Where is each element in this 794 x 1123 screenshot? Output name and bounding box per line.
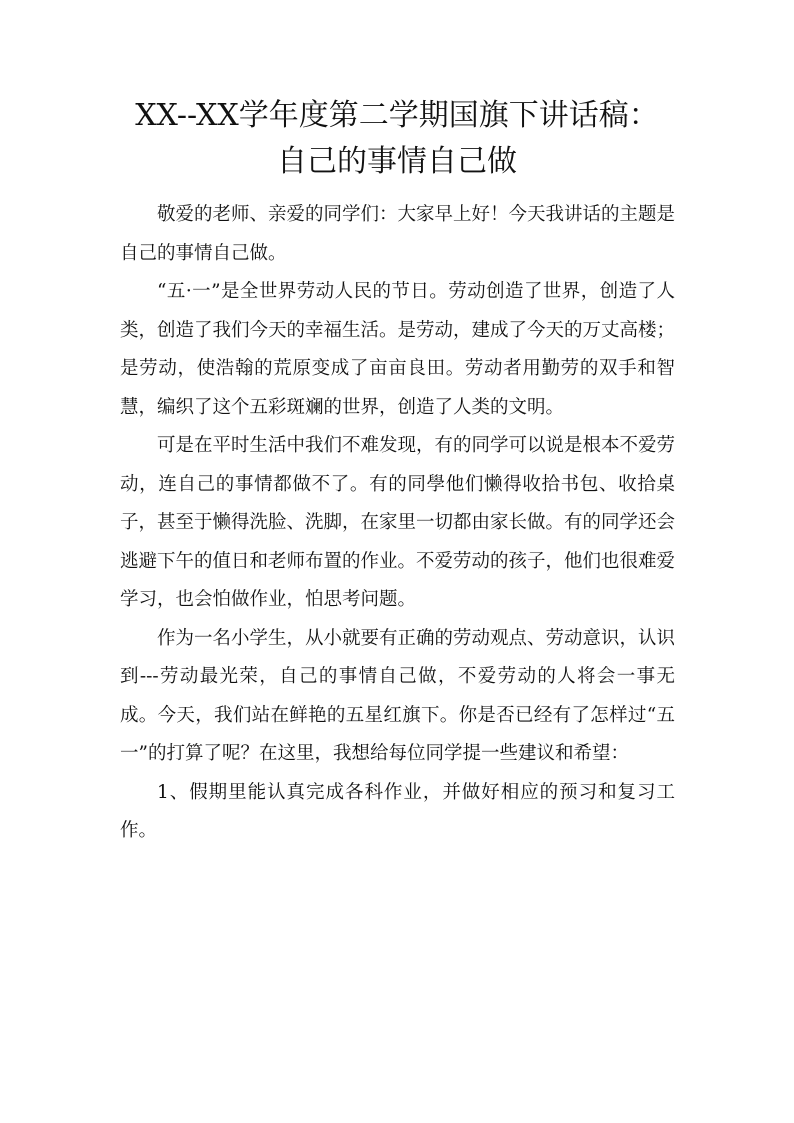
paragraph-greeting: 敬爱的老师、亲爱的同学们：大家早上好！今天我讲话的主题是自己的事情自己做。: [120, 204, 676, 264]
document-title-line-1: XX--XX学年度第二学期国旗下讲话稿：: [135, 98, 659, 133]
document-title-line-2: 自己的事情自己做: [277, 144, 517, 179]
paragraph-may-day: “五·一”是全世界劳动人民的节日。劳动创造了世界，创造了人类，创造了我们今天的幸福生活。是劳动，建成了今天的万丈高楼；是劳动，使浩翰的荒原变成了亩亩良田。劳动者用勤劳的双手和智慧，编织了这个五彩斑斓的世界，创造了人类的文明。: [120, 281, 676, 418]
paragraph-advice-intro: 作为一名小学生，从小就要有正确的劳动观点、劳动意识，认识到---劳动最光荣，自己的事情自己做，不爱劳动的人将会一事无成。今天，我们站在鲜艳的五星红旗下。你是否已经有了怎样过“五一”的打算了呢？在这里，我想给每位同学提一些建议和希望：: [120, 627, 676, 764]
document-body: [120, 196, 675, 851]
paragraph-observation: 可是在平时生活中我们不难发现，有的同学可以说是根本不爱劳动，连自己的事情都做不了。有的同學他们懒得收拾书包、收拾桌子，甚至于懒得洗脸、洗脚，在家里一切都由家长做。有的同学还会逃避下午的值日和老师布置的作业。不爱劳动的孩子，他们也很难爱学习，也会怕做作业，怕思考问题。: [120, 435, 676, 610]
paragraph-suggestion-1: 1、假期里能认真完成各科作业，并做好相应的预习和复习工作。: [120, 781, 675, 841]
